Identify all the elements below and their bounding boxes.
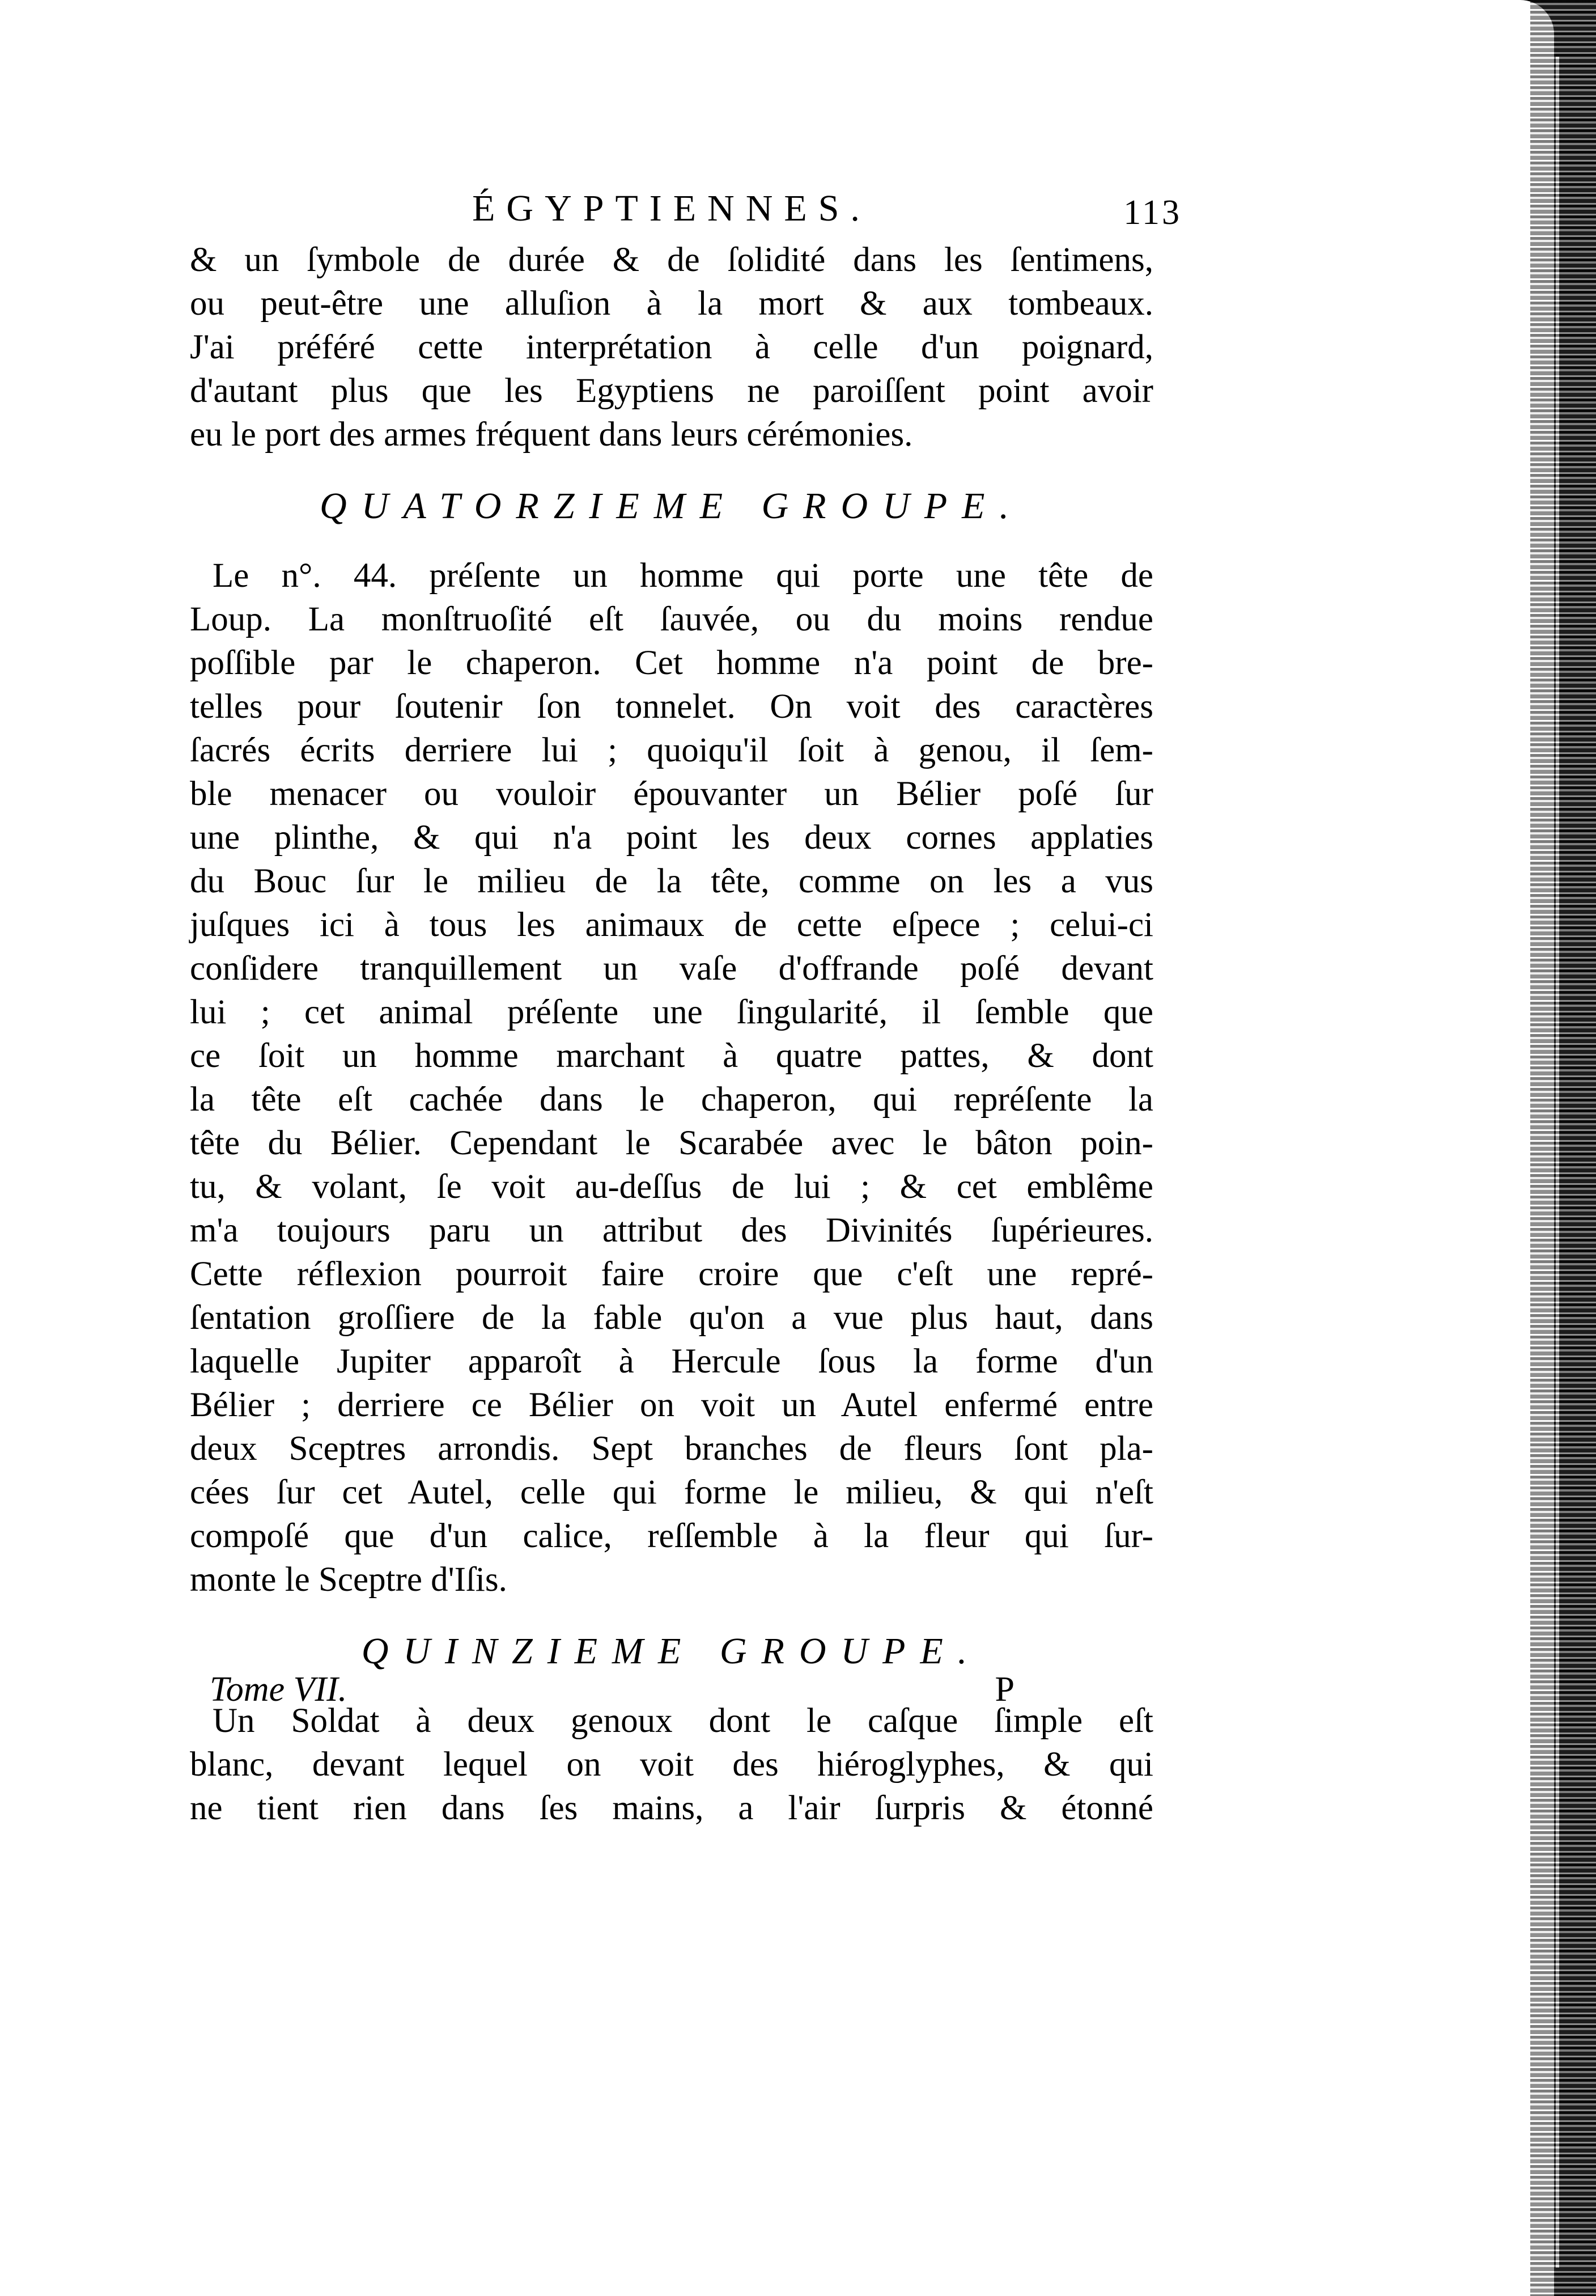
text-line: poſſible par le chaperon. Cet homme n'a point de bre-: [190, 644, 1153, 682]
text-line: ſentation groſſiere de la fable qu'on a vue plus haut, dans: [190, 1299, 1153, 1337]
text-line: blanc, devant lequel on voit des hiéroglyphes, & qui: [190, 1746, 1153, 1784]
text-line: Un Soldat à deux genoux dont le caſque ſimple eſt: [213, 1702, 1153, 1740]
text-line: tête du Bélier. Cependant le Scarabée avec le bâton poin-: [190, 1124, 1153, 1162]
text-line: tu, & volant, ſe voit au-deſſus de lui ; & cet emblême: [190, 1168, 1153, 1206]
text-line: J'ai préféré cette interprétation à celle d'un poignard,: [190, 328, 1153, 366]
page-body: [190, 238, 1153, 1830]
running-title: ÉGYPTIENNES.: [472, 188, 871, 229]
text-line: Loup. La monſtruoſité eſt ſauvée, ou du moins rendue: [190, 600, 1153, 638]
text-line: ce ſoit un homme marchant à quatre pattes, & dont: [190, 1037, 1153, 1075]
text-line: cées ſur cet Autel, celle qui forme le milieu, & qui n'eſt: [190, 1473, 1153, 1511]
text-line: deux Sceptres arrondis. Sept branches de fleurs ſont pla-: [190, 1430, 1153, 1468]
signature-mark: P: [995, 1670, 1015, 1709]
scan-edge-shadow: [1530, 0, 1596, 2296]
text-line: ble menacer ou vouloir épouvanter un Bélier poſé ſur: [190, 775, 1153, 813]
section-heading-quatorzieme: QUATORZIEME GROUPE.: [320, 485, 1024, 527]
volume-marker: Tome VII.: [210, 1670, 347, 1709]
text-line: & un ſymbole de durée & de ſolidité dans les ſentimens,: [190, 241, 1153, 279]
text-line: m'a toujours paru un attribut des Divinités ſupérieures.: [190, 1211, 1153, 1249]
text-line: eu le port des armes fréquent dans leurs cérémonies.: [190, 416, 913, 454]
text-line: conſidere tranquillement un vaſe d'offrande poſé devant: [190, 950, 1153, 988]
text-line: ou peut-être une alluſion à la mort & aux tombeaux.: [190, 285, 1153, 323]
text-line: d'autant plus que les Egyptiens ne paroiſſent point avoir: [190, 372, 1153, 410]
paragraph-3: [190, 1699, 1153, 1830]
text-line: la tête eſt cachée dans le chaperon, qui repréſente la: [190, 1081, 1153, 1119]
text-line: une plinthe, & qui n'a point les deux cornes applaties: [190, 819, 1153, 857]
section-heading-quinzieme: QUINZIEME GROUPE.: [361, 1630, 982, 1672]
text-line: Cette réflexion pourroit faire croire que c'eſt une repré-: [190, 1255, 1153, 1293]
text-line: lui ; cet animal préſente une ſingularité, il ſemble que: [190, 993, 1153, 1031]
text-line: juſques ici à tous les animaux de cette eſpece ; celui-ci: [190, 906, 1153, 944]
page-number: 113: [1123, 193, 1182, 232]
paragraph-2: [190, 554, 1153, 1602]
text-line: Le n°. 44. préſente un homme qui porte une tête de: [213, 557, 1153, 595]
paragraph-1: [190, 238, 1153, 456]
text-line: ne tient rien dans ſes mains, a l'air ſurpris & étonné: [190, 1789, 1153, 1827]
text-line: compoſé que d'un calice, reſſemble à la fleur qui ſur-: [190, 1517, 1153, 1555]
text-line: du Bouc ſur le milieu de la tête, comme on les a vus: [190, 862, 1153, 900]
page-footer: [210, 1670, 1015, 1715]
text-line: Bélier ; derriere ce Bélier on voit un Autel enfermé entre: [190, 1386, 1153, 1424]
text-line: monte le Sceptre d'Iſis.: [190, 1561, 507, 1599]
text-line: laquelle Jupiter apparoît à Hercule ſous la forme d'un: [190, 1342, 1153, 1380]
text-line: ſacrés écrits derriere lui ; quoiqu'il ſoit à genou, il ſem-: [190, 731, 1153, 769]
text-line: telles pour ſoutenir ſon tonnelet. On voit des caractères: [190, 688, 1153, 726]
